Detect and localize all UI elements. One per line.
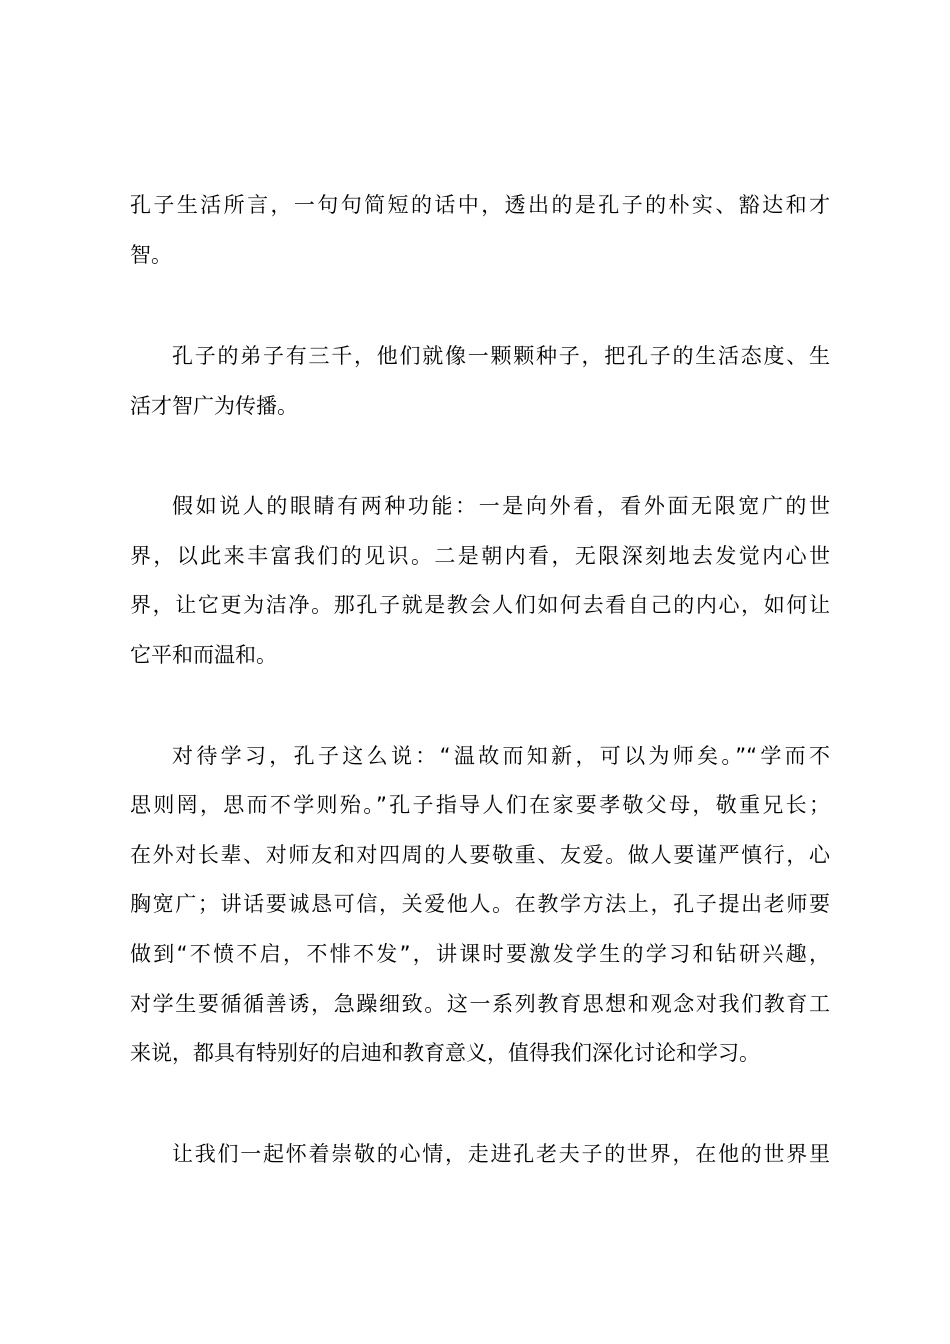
paragraph-3-line-3: 界，让它更为洁净。那孔子就是教会人们如何去看自己的内心，如何让	[130, 593, 830, 617]
paragraph-4-line-7: 来说，都具有特别好的启迪和教育意义，值得我们深化讨论和学习。	[130, 1041, 760, 1065]
paragraph-2-line-1: 孔子的弟子有三千，他们就像一颗颗种子，把孔子的生活态度、生	[172, 344, 830, 368]
paragraph-3-line-1: 假如说人的眼睛有两种功能：一是向外看，看外面无限宽广的世	[172, 494, 830, 518]
paragraph-4-line-5: 做到“不愤不启，不悱不发”，讲课时要激发学生的学习和钻研兴趣，	[130, 942, 830, 966]
paragraph-1-line-1: 孔子生活所言，一句句简短的话中，透出的是孔子的朴实、豁达和才	[130, 193, 830, 217]
paragraph-3-line-2: 界，以此来丰富我们的见识。二是朝内看，无限深刻地去发觉内心世	[130, 544, 830, 568]
paragraph-4-line-6: 对学生要循循善诱，急躁细致。这一系列教育思想和观念对我们教育工	[130, 992, 830, 1016]
paragraph-3-line-4: 它平和而温和。	[130, 643, 277, 667]
paragraph-1-line-2: 智。	[130, 243, 172, 267]
paragraph-4-line-1: 对待学习，孔子这么说：“温故而知新，可以为师矣。”“学而不	[172, 744, 830, 768]
paragraph-4-line-2: 思则罔，思而不学则殆。”孔子指导人们在家要孝敬父母，敬重兄长；	[130, 793, 830, 817]
paragraph-2-line-2: 活才智广为传播。	[130, 394, 298, 418]
paragraph-5-line-1: 让我们一起怀着崇敬的心情，走进孔老夫子的世界，在他的世界里	[172, 1142, 830, 1166]
paragraph-4-line-3: 在外对长辈、对师友和对四周的人要敬重、友爱。做人要谨严慎行，心	[130, 843, 830, 867]
paragraph-4-line-4: 胸宽广；讲话要诚恳可信，关爱他人。在教学方法上，孔子提出老师要	[130, 892, 830, 916]
